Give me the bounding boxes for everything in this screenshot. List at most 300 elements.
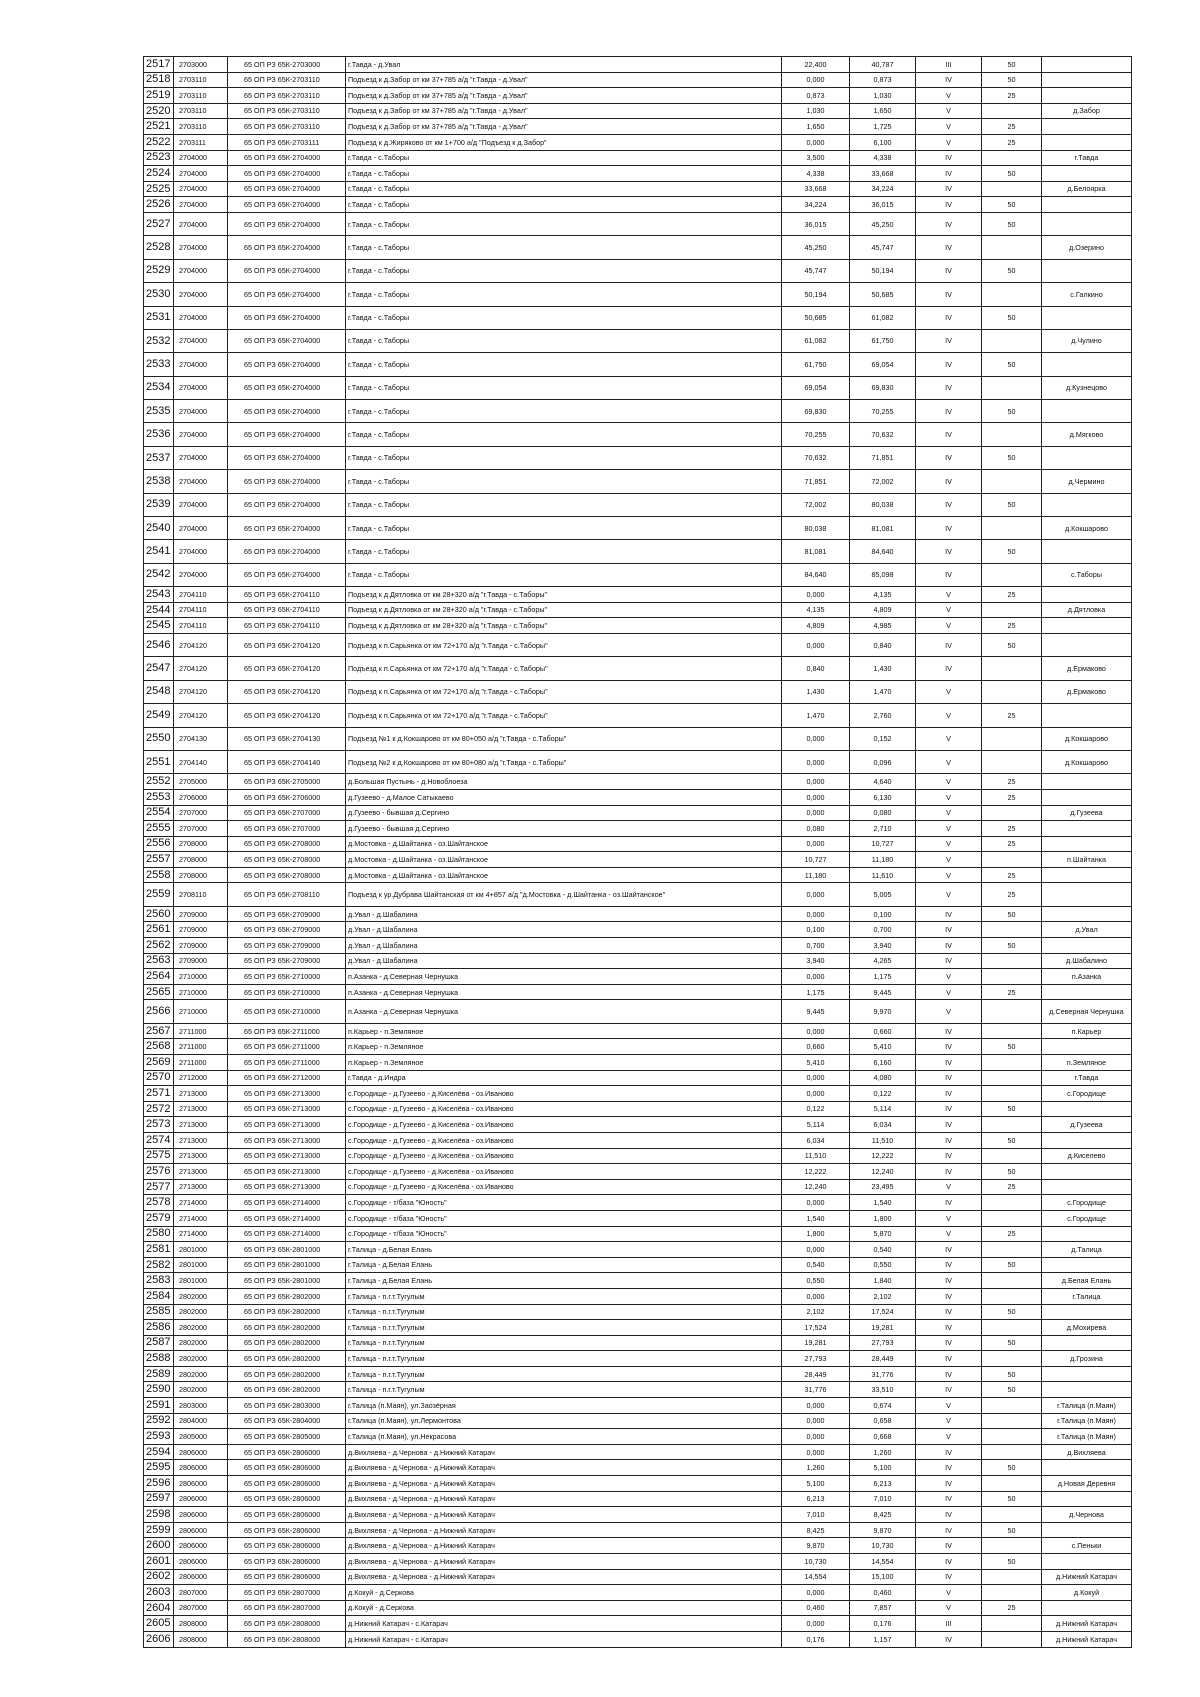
road-name-cell: г.Тавда - с.Таборы bbox=[346, 446, 782, 469]
road-category-cell: V bbox=[916, 88, 982, 104]
road-name-cell: д.Вихляева - д.Чернова - д.Нижний Катарач bbox=[346, 1569, 782, 1585]
row-number-cell: 2533 bbox=[144, 353, 174, 376]
end-km-cell: 4,338 bbox=[850, 150, 916, 166]
settlement-cell bbox=[1042, 1366, 1132, 1382]
table-row bbox=[144, 727, 1132, 750]
registry-number-cell: 65 ОП РЗ 65К-2704110 bbox=[228, 587, 346, 603]
road-code-cell: 2806000 bbox=[174, 1569, 228, 1585]
road-name-cell: д.Мостовка - д.Шайтанка - оз.Шайтанское bbox=[346, 836, 782, 852]
right-of-way-width-cell bbox=[982, 1569, 1042, 1585]
start-km-cell: 69,830 bbox=[782, 400, 850, 423]
road-code-cell: 2713000 bbox=[174, 1101, 228, 1117]
start-km-cell: 0,460 bbox=[782, 1600, 850, 1616]
right-of-way-width-cell: 25 bbox=[982, 789, 1042, 805]
right-of-way-width-cell: 50 bbox=[982, 1132, 1042, 1148]
right-of-way-width-cell bbox=[982, 1086, 1042, 1102]
settlement-cell bbox=[1042, 88, 1132, 104]
end-km-cell: 2,102 bbox=[850, 1288, 916, 1304]
end-km-cell: 71,851 bbox=[850, 446, 916, 469]
road-name-cell: г.Талица - п.г.т.Тугулым bbox=[346, 1320, 782, 1336]
road-category-cell: IV bbox=[916, 1055, 982, 1071]
road-code-cell: 2801000 bbox=[174, 1273, 228, 1289]
road-category-cell: IV bbox=[916, 1320, 982, 1336]
start-km-cell: 5,410 bbox=[782, 1055, 850, 1071]
settlement-cell bbox=[1042, 446, 1132, 469]
row-number-cell: 2583 bbox=[144, 1273, 174, 1289]
end-km-cell: 0,540 bbox=[850, 1242, 916, 1258]
start-km-cell: 0,000 bbox=[782, 72, 850, 88]
table-row bbox=[144, 1522, 1132, 1538]
road-category-cell: IV bbox=[916, 446, 982, 469]
right-of-way-width-cell bbox=[982, 376, 1042, 399]
row-number-cell: 2556 bbox=[144, 836, 174, 852]
road-category-cell: V bbox=[916, 134, 982, 150]
road-code-cell: 2806000 bbox=[174, 1476, 228, 1492]
start-km-cell: 10,727 bbox=[782, 852, 850, 868]
right-of-way-width-cell bbox=[982, 563, 1042, 586]
right-of-way-width-cell: 50 bbox=[982, 197, 1042, 213]
right-of-way-width-cell bbox=[982, 1398, 1042, 1414]
start-km-cell: 33,668 bbox=[782, 181, 850, 197]
road-name-cell: Подъезд к п.Сарьянка от км 72+170 а/д "г.Тавда - с.Таборы" bbox=[346, 704, 782, 727]
road-code-cell: 2801000 bbox=[174, 1257, 228, 1273]
right-of-way-width-cell: 25 bbox=[982, 134, 1042, 150]
right-of-way-width-cell bbox=[982, 1117, 1042, 1133]
road-code-cell: 2704140 bbox=[174, 750, 228, 773]
end-km-cell: 5,870 bbox=[850, 1226, 916, 1242]
road-name-cell: г.Тавда - с.Таборы bbox=[346, 283, 782, 306]
settlement-cell bbox=[1042, 1460, 1132, 1476]
table-row bbox=[144, 540, 1132, 563]
registry-number-cell: 65 ОП РЗ 65К-2713000 bbox=[228, 1086, 346, 1102]
road-category-cell: IV bbox=[916, 540, 982, 563]
row-number-cell: 2563 bbox=[144, 953, 174, 969]
table-row bbox=[144, 1569, 1132, 1585]
road-name-cell: д.Гузеево - д.Малое Сатыкаево bbox=[346, 789, 782, 805]
settlement-cell: д.Кокшарово bbox=[1042, 750, 1132, 773]
road-name-cell: п.Карьер - п.Земляное bbox=[346, 1055, 782, 1071]
right-of-way-width-cell: 50 bbox=[982, 446, 1042, 469]
road-code-cell: 2708000 bbox=[174, 867, 228, 883]
road-code-cell: 2711000 bbox=[174, 1023, 228, 1039]
end-km-cell: 40,787 bbox=[850, 57, 916, 73]
road-code-cell: 2704120 bbox=[174, 680, 228, 703]
start-km-cell: 36,015 bbox=[782, 212, 850, 235]
road-category-cell: III bbox=[916, 57, 982, 73]
settlement-cell bbox=[1042, 1164, 1132, 1180]
road-code-cell: 2806000 bbox=[174, 1554, 228, 1570]
end-km-cell: 1,430 bbox=[850, 657, 916, 680]
end-km-cell: 11,610 bbox=[850, 867, 916, 883]
road-name-cell: д.Вихляева - д.Чернова - д.Нижний Катарач bbox=[346, 1522, 782, 1538]
road-code-cell: 2704000 bbox=[174, 540, 228, 563]
start-km-cell: 0,000 bbox=[782, 906, 850, 922]
road-category-cell: IV bbox=[916, 1132, 982, 1148]
settlement-cell: д.Белоярка bbox=[1042, 181, 1132, 197]
table-row bbox=[144, 805, 1132, 821]
settlement-cell bbox=[1042, 1522, 1132, 1538]
table-row bbox=[144, 836, 1132, 852]
road-name-cell: с.Городище - д.Гузеево - д.Киселёва - оз.Иваново bbox=[346, 1179, 782, 1195]
road-code-cell: 2707000 bbox=[174, 805, 228, 821]
start-km-cell: 0,000 bbox=[782, 969, 850, 985]
road-category-cell: V bbox=[916, 1226, 982, 1242]
right-of-way-width-cell: 25 bbox=[982, 88, 1042, 104]
road-category-cell: IV bbox=[916, 150, 982, 166]
row-number-cell: 2547 bbox=[144, 657, 174, 680]
road-name-cell: с.Городище - т/база "Юность" bbox=[346, 1226, 782, 1242]
road-name-cell: Подъезд к п.Сарьянка от км 72+170 а/д "г.Тавда - с.Таборы" bbox=[346, 633, 782, 656]
row-number-cell: 2585 bbox=[144, 1304, 174, 1320]
road-name-cell: Подъезд №1 к д.Кокшарово от км 80+050 а/д "г.Тавда - с.Таборы" bbox=[346, 727, 782, 750]
road-name-cell: Подъезд к ур.Дубрава Шайтанская от км 4+857 а/д "д.Мостовка - д.Шайтанка - оз.Шайтанское" bbox=[346, 883, 782, 906]
row-number-cell: 2552 bbox=[144, 774, 174, 790]
road-category-cell: IV bbox=[916, 1086, 982, 1102]
start-km-cell: 0,000 bbox=[782, 1444, 850, 1460]
road-code-cell: 2710000 bbox=[174, 984, 228, 1000]
road-name-cell: Подъезд к д.Дятловка от км 28+320 а/д "г.Тавда - с.Таборы" bbox=[346, 618, 782, 634]
road-code-cell: 2704110 bbox=[174, 602, 228, 618]
row-number-cell: 2586 bbox=[144, 1320, 174, 1336]
registry-number-cell: 65 ОП РЗ 65К-2710000 bbox=[228, 1000, 346, 1023]
end-km-cell: 72,002 bbox=[850, 470, 916, 493]
road-category-cell: IV bbox=[916, 1164, 982, 1180]
road-name-cell: д.Гузеево - бывшая д.Сергино bbox=[346, 805, 782, 821]
road-name-cell: Подъезд к д.Дятловка от км 28+320 а/д "г.Тавда - с.Таборы" bbox=[346, 602, 782, 618]
road-name-cell: г.Тавда - с.Таборы bbox=[346, 329, 782, 352]
end-km-cell: 1,470 bbox=[850, 680, 916, 703]
settlement-cell: д.Увал bbox=[1042, 922, 1132, 938]
settlement-cell: п.Земляное bbox=[1042, 1055, 1132, 1071]
road-name-cell: с.Городище - д.Гузеево - д.Киселёва - оз.Иваново bbox=[346, 1117, 782, 1133]
road-name-cell: г.Тавда - д.Индра bbox=[346, 1070, 782, 1086]
registry-number-cell: 65 ОП РЗ 65К-2711000 bbox=[228, 1023, 346, 1039]
settlement-cell: д.Чермино bbox=[1042, 470, 1132, 493]
row-number-cell: 2582 bbox=[144, 1257, 174, 1273]
registry-number-cell: 65 ОП РЗ 65К-2704000 bbox=[228, 446, 346, 469]
row-number-cell: 2548 bbox=[144, 680, 174, 703]
start-km-cell: 71,851 bbox=[782, 470, 850, 493]
settlement-cell bbox=[1042, 789, 1132, 805]
road-code-cell: 2712000 bbox=[174, 1070, 228, 1086]
registry-number-cell: 65 ОП РЗ 65К-2703110 bbox=[228, 119, 346, 135]
road-name-cell: г.Талица - п.г.т.Тугулым bbox=[346, 1288, 782, 1304]
road-name-cell: г.Талица - п.г.т.Тугулым bbox=[346, 1335, 782, 1351]
registry-number-cell: 65 ОП РЗ 65К-2704120 bbox=[228, 633, 346, 656]
registry-number-cell: 65 ОП РЗ 65К-2704000 bbox=[228, 197, 346, 213]
road-category-cell: V bbox=[916, 103, 982, 119]
row-number-cell: 2573 bbox=[144, 1117, 174, 1133]
right-of-way-width-cell bbox=[982, 750, 1042, 773]
start-km-cell: 0,000 bbox=[782, 1023, 850, 1039]
start-km-cell: 80,038 bbox=[782, 517, 850, 540]
road-category-cell: IV bbox=[916, 197, 982, 213]
road-code-cell: 2808000 bbox=[174, 1631, 228, 1647]
row-number-cell: 2538 bbox=[144, 470, 174, 493]
table-row bbox=[144, 103, 1132, 119]
right-of-way-width-cell: 50 bbox=[982, 1522, 1042, 1538]
row-number-cell: 2532 bbox=[144, 329, 174, 352]
table-row bbox=[144, 883, 1132, 906]
right-of-way-width-cell bbox=[982, 1000, 1042, 1023]
end-km-cell: 0,122 bbox=[850, 1086, 916, 1102]
settlement-cell bbox=[1042, 774, 1132, 790]
end-km-cell: 0,674 bbox=[850, 1398, 916, 1414]
settlement-cell: г.Тавда bbox=[1042, 150, 1132, 166]
table-row bbox=[144, 150, 1132, 166]
settlement-cell: с.Таборы bbox=[1042, 563, 1132, 586]
registry-number-cell: 65 ОП РЗ 65К-2713000 bbox=[228, 1117, 346, 1133]
road-code-cell: 2713000 bbox=[174, 1148, 228, 1164]
end-km-cell: 84,640 bbox=[850, 540, 916, 563]
road-code-cell: 2704000 bbox=[174, 236, 228, 259]
road-category-cell: V bbox=[916, 727, 982, 750]
road-category-cell: V bbox=[916, 1429, 982, 1445]
right-of-way-width-cell: 25 bbox=[982, 836, 1042, 852]
road-code-cell: 2713000 bbox=[174, 1132, 228, 1148]
road-name-cell: г.Талица (п.Маян), ул.Некрасова bbox=[346, 1429, 782, 1445]
row-number-cell: 2518 bbox=[144, 72, 174, 88]
end-km-cell: 34,224 bbox=[850, 181, 916, 197]
start-km-cell: 4,338 bbox=[782, 166, 850, 182]
table-row bbox=[144, 1179, 1132, 1195]
road-code-cell: 2802000 bbox=[174, 1351, 228, 1367]
row-number-cell: 2599 bbox=[144, 1522, 174, 1538]
road-name-cell: д.Гузеево - бывшая д.Сергино bbox=[346, 821, 782, 837]
registry-number-cell: 65 ОП РЗ 65К-2710000 bbox=[228, 969, 346, 985]
start-km-cell: 1,470 bbox=[782, 704, 850, 727]
end-km-cell: 50,194 bbox=[850, 259, 916, 282]
table-row bbox=[144, 1507, 1132, 1523]
registry-number-cell: 65 ОП РЗ 65К-2704110 bbox=[228, 602, 346, 618]
end-km-cell: 10,730 bbox=[850, 1538, 916, 1554]
end-km-cell: 50,685 bbox=[850, 283, 916, 306]
table-row bbox=[144, 906, 1132, 922]
registry-number-cell: 65 ОП РЗ 65К-2712000 bbox=[228, 1070, 346, 1086]
road-name-cell: д.Увал - д.Шабалина bbox=[346, 953, 782, 969]
row-number-cell: 2598 bbox=[144, 1507, 174, 1523]
road-category-cell: V bbox=[916, 602, 982, 618]
road-code-cell: 2713000 bbox=[174, 1117, 228, 1133]
road-name-cell: г.Тавда - с.Таборы bbox=[346, 197, 782, 213]
settlement-cell bbox=[1042, 166, 1132, 182]
road-category-cell: IV bbox=[916, 657, 982, 680]
end-km-cell: 80,038 bbox=[850, 493, 916, 516]
right-of-way-width-cell bbox=[982, 1351, 1042, 1367]
registry-number-cell: 65 ОП РЗ 65К-2713000 bbox=[228, 1101, 346, 1117]
road-code-cell: 2704000 bbox=[174, 212, 228, 235]
right-of-way-width-cell bbox=[982, 423, 1042, 446]
road-name-cell: с.Городище - д.Гузеево - д.Киселёва - оз.Иваново bbox=[346, 1101, 782, 1117]
table-row bbox=[144, 1444, 1132, 1460]
right-of-way-width-cell bbox=[982, 1631, 1042, 1647]
start-km-cell: 27,793 bbox=[782, 1351, 850, 1367]
road-name-cell: г.Тавда - с.Таборы bbox=[346, 236, 782, 259]
settlement-cell bbox=[1042, 1257, 1132, 1273]
road-category-cell: V bbox=[916, 805, 982, 821]
end-km-cell: 17,524 bbox=[850, 1304, 916, 1320]
table-row bbox=[144, 166, 1132, 182]
table-row bbox=[144, 283, 1132, 306]
registry-number-cell: 65 ОП РЗ 65К-2709000 bbox=[228, 953, 346, 969]
registry-number-cell: 65 ОП РЗ 65К-2704000 bbox=[228, 470, 346, 493]
end-km-cell: 61,082 bbox=[850, 306, 916, 329]
road-code-cell: 2806000 bbox=[174, 1444, 228, 1460]
row-number-cell: 2534 bbox=[144, 376, 174, 399]
settlement-cell: д.Гузеева bbox=[1042, 1117, 1132, 1133]
right-of-way-width-cell bbox=[982, 602, 1042, 618]
settlement-cell: г.Талица bbox=[1042, 1288, 1132, 1304]
start-km-cell: 1,800 bbox=[782, 1226, 850, 1242]
registry-number-cell: 65 ОП РЗ 65К-2704000 bbox=[228, 423, 346, 446]
road-category-cell: V bbox=[916, 774, 982, 790]
start-km-cell: 0,700 bbox=[782, 938, 850, 954]
row-number-cell: 2576 bbox=[144, 1164, 174, 1180]
registry-number-cell: 65 ОП РЗ 65К-2704120 bbox=[228, 680, 346, 703]
right-of-way-width-cell bbox=[982, 922, 1042, 938]
road-name-cell: д.Нижний Катарач - с.Катарач bbox=[346, 1616, 782, 1632]
settlement-cell: д.Нижний Катарач bbox=[1042, 1631, 1132, 1647]
road-category-cell: IV bbox=[916, 1195, 982, 1211]
road-category-cell: IV bbox=[916, 1366, 982, 1382]
registry-number-cell: 65 ОП РЗ 65К-2711000 bbox=[228, 1039, 346, 1055]
start-km-cell: 9,445 bbox=[782, 1000, 850, 1023]
road-name-cell: г.Талица (п.Маян), ул.Лермонтова bbox=[346, 1413, 782, 1429]
start-km-cell: 50,685 bbox=[782, 306, 850, 329]
road-name-cell: Подъезд к п.Сарьянка от км 72+170 а/д "г.Тавда - с.Таборы" bbox=[346, 680, 782, 703]
end-km-cell: 2,760 bbox=[850, 704, 916, 727]
right-of-way-width-cell: 50 bbox=[982, 938, 1042, 954]
right-of-way-width-cell: 25 bbox=[982, 618, 1042, 634]
registry-number-cell: 65 ОП РЗ 65К-2704000 bbox=[228, 329, 346, 352]
row-number-cell: 2542 bbox=[144, 563, 174, 586]
right-of-way-width-cell: 50 bbox=[982, 1460, 1042, 1476]
road-name-cell: п.Карьер - п.Земляное bbox=[346, 1039, 782, 1055]
start-km-cell: 81,081 bbox=[782, 540, 850, 563]
registry-number-cell: 65 ОП РЗ 65К-2704140 bbox=[228, 750, 346, 773]
table-row bbox=[144, 88, 1132, 104]
registry-number-cell: 65 ОП РЗ 65К-2802000 bbox=[228, 1366, 346, 1382]
road-category-cell: V bbox=[916, 867, 982, 883]
road-category-cell: V bbox=[916, 1600, 982, 1616]
start-km-cell: 0,000 bbox=[782, 1616, 850, 1632]
settlement-cell: г.Тавда bbox=[1042, 1070, 1132, 1086]
right-of-way-width-cell: 50 bbox=[982, 212, 1042, 235]
settlement-cell: д.Кокуй bbox=[1042, 1585, 1132, 1601]
table-row bbox=[144, 1382, 1132, 1398]
road-category-cell: IV bbox=[916, 1507, 982, 1523]
road-category-cell: IV bbox=[916, 1382, 982, 1398]
settlement-cell bbox=[1042, 72, 1132, 88]
registry-number-cell: 65 ОП РЗ 65К-2802000 bbox=[228, 1304, 346, 1320]
right-of-way-width-cell: 50 bbox=[982, 57, 1042, 73]
row-number-cell: 2530 bbox=[144, 283, 174, 306]
row-number-cell: 2570 bbox=[144, 1070, 174, 1086]
start-km-cell: 0,000 bbox=[782, 1398, 850, 1414]
right-of-way-width-cell bbox=[982, 1055, 1042, 1071]
road-code-cell: 2807000 bbox=[174, 1600, 228, 1616]
start-km-cell: 1,430 bbox=[782, 680, 850, 703]
table-row bbox=[144, 1476, 1132, 1492]
settlement-cell: д.Мягково bbox=[1042, 423, 1132, 446]
table-row bbox=[144, 1117, 1132, 1133]
start-km-cell: 45,747 bbox=[782, 259, 850, 282]
row-number-cell: 2559 bbox=[144, 883, 174, 906]
table-row bbox=[144, 867, 1132, 883]
registry-number-cell: 65 ОП РЗ 65К-2711000 bbox=[228, 1055, 346, 1071]
row-number-cell: 2554 bbox=[144, 805, 174, 821]
right-of-way-width-cell: 25 bbox=[982, 867, 1042, 883]
start-km-cell: 1,650 bbox=[782, 119, 850, 135]
settlement-cell bbox=[1042, 134, 1132, 150]
registry-number-cell: 65 ОП РЗ 65К-2710000 bbox=[228, 984, 346, 1000]
table-row bbox=[144, 821, 1132, 837]
table-row bbox=[144, 259, 1132, 282]
table-row bbox=[144, 750, 1132, 773]
table-row bbox=[144, 633, 1132, 656]
right-of-way-width-cell: 25 bbox=[982, 1600, 1042, 1616]
end-km-cell: 10,727 bbox=[850, 836, 916, 852]
table-row bbox=[144, 1351, 1132, 1367]
row-number-cell: 2558 bbox=[144, 867, 174, 883]
table-row bbox=[144, 1554, 1132, 1570]
settlement-cell bbox=[1042, 883, 1132, 906]
road-category-cell: IV bbox=[916, 306, 982, 329]
end-km-cell: 70,255 bbox=[850, 400, 916, 423]
row-number-cell: 2602 bbox=[144, 1569, 174, 1585]
row-number-cell: 2577 bbox=[144, 1179, 174, 1195]
start-km-cell: 0,176 bbox=[782, 1631, 850, 1647]
registry-number-cell: 65 ОП РЗ 65К-2801000 bbox=[228, 1257, 346, 1273]
start-km-cell: 0,840 bbox=[782, 657, 850, 680]
registry-number-cell: 65 ОП РЗ 65К-2807000 bbox=[228, 1600, 346, 1616]
settlement-cell bbox=[1042, 867, 1132, 883]
road-category-cell: IV bbox=[916, 953, 982, 969]
right-of-way-width-cell: 50 bbox=[982, 166, 1042, 182]
road-code-cell: 2704000 bbox=[174, 353, 228, 376]
table-row bbox=[144, 1366, 1132, 1382]
registry-number-cell: 65 ОП РЗ 65К-2703110 bbox=[228, 103, 346, 119]
start-km-cell: 0,000 bbox=[782, 727, 850, 750]
road-code-cell: 2704120 bbox=[174, 657, 228, 680]
right-of-way-width-cell bbox=[982, 1148, 1042, 1164]
right-of-way-width-cell: 25 bbox=[982, 984, 1042, 1000]
road-code-cell: 2713000 bbox=[174, 1179, 228, 1195]
registry-number-cell: 65 ОП РЗ 65К-2806000 bbox=[228, 1569, 346, 1585]
table-row bbox=[144, 212, 1132, 235]
road-name-cell: г.Талица - п.г.т.Тугулым bbox=[346, 1304, 782, 1320]
road-code-cell: 2704110 bbox=[174, 587, 228, 603]
settlement-cell bbox=[1042, 984, 1132, 1000]
road-category-cell: IV bbox=[916, 1070, 982, 1086]
row-number-cell: 2543 bbox=[144, 587, 174, 603]
road-name-cell: г.Талица - д.Белая Елань bbox=[346, 1273, 782, 1289]
table-row bbox=[144, 1491, 1132, 1507]
road-category-cell: V bbox=[916, 1179, 982, 1195]
road-code-cell: 2711000 bbox=[174, 1039, 228, 1055]
road-category-cell: IV bbox=[916, 938, 982, 954]
settlement-cell bbox=[1042, 1600, 1132, 1616]
settlement-cell: с.Городище bbox=[1042, 1195, 1132, 1211]
road-category-cell: V bbox=[916, 680, 982, 703]
road-code-cell: 2806000 bbox=[174, 1460, 228, 1476]
settlement-cell: п.Шайтанка bbox=[1042, 852, 1132, 868]
right-of-way-width-cell: 50 bbox=[982, 1257, 1042, 1273]
end-km-cell: 0,080 bbox=[850, 805, 916, 821]
end-km-cell: 4,640 bbox=[850, 774, 916, 790]
table-row bbox=[144, 1023, 1132, 1039]
road-category-cell: V bbox=[916, 587, 982, 603]
